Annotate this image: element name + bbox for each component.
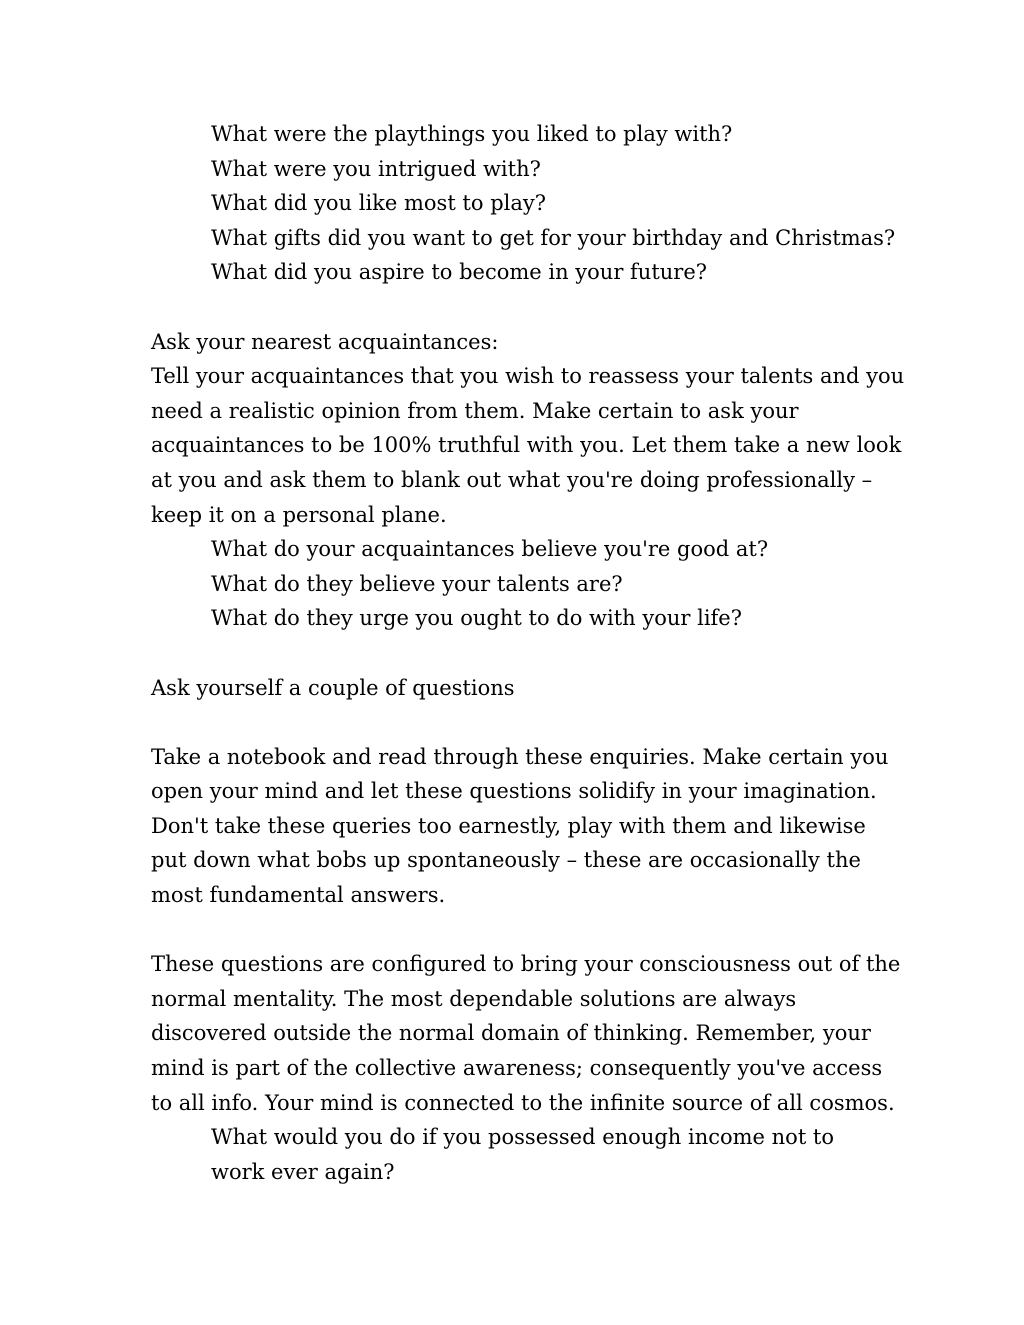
- paragraph-line: These questions are configured to bring your consciousness out of the: [151, 952, 901, 977]
- paragraph-line: at you and ask them to blank out what you're doing professionally –: [151, 467, 873, 492]
- final-question: [151, 1120, 891, 1189]
- question-line: What were you intrigued with?: [211, 156, 541, 181]
- yourself-heading: Ask yourself a couple of questions: [151, 675, 515, 700]
- paragraph-line: Take a notebook and read through these enquiries. Make certain you: [151, 744, 889, 769]
- paragraph-line: Don't take these queries too earnestly, play with them and likewise: [151, 813, 866, 838]
- paragraph-line: acquaintances to be 100% truthful with you. Let them take a new look: [151, 433, 902, 458]
- question-line: What were the playthings you liked to play with?: [211, 122, 733, 146]
- paragraph-line: normal mentality. The most dependable solutions are always: [151, 986, 797, 1011]
- paragraph-spacer: [151, 290, 891, 325]
- question-line: What did you aspire to become in your future?: [211, 260, 708, 285]
- paragraph-line: discovered outside the normal domain of thinking. Remember, your: [151, 1021, 871, 1046]
- paragraph-line: mind is part of the collective awareness; consequently you've access: [151, 1056, 883, 1081]
- question-line: What do they believe your talents are?: [211, 571, 623, 596]
- paragraph-spacer: [151, 913, 891, 948]
- childhood-questions-list: [151, 117, 896, 290]
- paragraph-line: keep it on a personal plane.: [151, 502, 447, 527]
- paragraph-line: most fundamental answers.: [151, 883, 446, 908]
- notebook-paragraph: [151, 740, 891, 913]
- paragraph-line: to all info. Your mind is connected to the infinite source of all cosmos.: [151, 1090, 895, 1115]
- paragraph-line: open your mind and let these questions solidify in your imagination.: [151, 779, 877, 804]
- paragraph-spacer: [151, 636, 891, 671]
- acquaintances-questions-list: [151, 532, 891, 636]
- question-line: work ever again?: [211, 1159, 395, 1184]
- paragraph-line: need a realistic opinion from them. Make certain to ask your: [151, 398, 799, 423]
- question-line: What did you like most to play?: [211, 191, 546, 216]
- question-line: What would you do if you possessed enough income not to: [211, 1125, 835, 1150]
- paragraph-line: Tell your acquaintances that you wish to reassess your talents and you: [151, 364, 905, 389]
- question-line: What do they urge you ought to do with your life?: [211, 606, 742, 631]
- acquaintances-paragraph: [151, 359, 905, 532]
- question-line: What do your acquaintances believe you're good at?: [211, 537, 769, 562]
- paragraph-line: put down what bobs up spontaneously – these are occasionally the: [151, 848, 861, 873]
- consciousness-paragraph: [151, 947, 901, 1120]
- question-line: What gifts did you want to get for your birthday and Christmas?: [211, 225, 896, 250]
- paragraph-spacer: [151, 705, 891, 740]
- document-page: [151, 117, 905, 1189]
- acquaintances-heading: Ask your nearest acquaintances:: [151, 329, 499, 354]
